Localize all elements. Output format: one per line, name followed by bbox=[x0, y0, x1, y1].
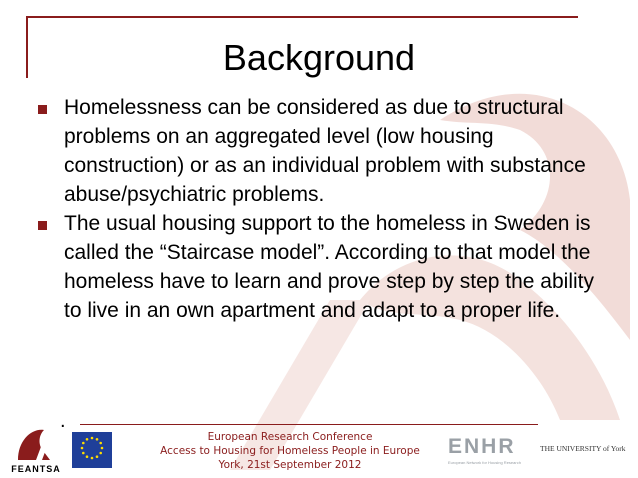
feantsa-label: FEANTSA bbox=[11, 464, 61, 474]
trailing-mark: . bbox=[60, 410, 66, 432]
eu-flag-icon bbox=[72, 432, 112, 468]
footer-divider bbox=[80, 424, 538, 425]
enhr-label: ENHR bbox=[448, 435, 516, 458]
conference-subtitle: Access to Housing for Homeless People in Europe bbox=[160, 445, 420, 457]
feantsa-logo-icon bbox=[14, 424, 58, 462]
bullet-list bbox=[34, 93, 614, 325]
bullet-item bbox=[34, 209, 614, 325]
bullet-square-icon bbox=[38, 105, 47, 114]
enhr-sublabel: European Network for Housing Research bbox=[448, 460, 521, 465]
conference-date: York, 21st September 2012 bbox=[218, 459, 362, 471]
conference-info bbox=[150, 430, 430, 472]
bullet-text: Homelessness can be considered as due to structural problems on an aggregated level (low housing construction) or as an individual problem with substance abuse/psychiatric problems. bbox=[64, 96, 586, 206]
slide-title: Background bbox=[222, 37, 416, 78]
bullet-item bbox=[34, 93, 614, 209]
frame-top-border bbox=[26, 16, 578, 18]
university-of-york-logo: THE UNIVERSITY of York bbox=[540, 444, 626, 453]
conference-name: European Research Conference bbox=[207, 431, 373, 443]
enhr-logo bbox=[448, 436, 528, 470]
bullet-square-icon bbox=[38, 221, 47, 230]
bullet-text: The usual housing support to the homeless in Sweden is called the “Staircase model”. According to that model the homeless have to learn and prove step by step the ability to live in an own apartment and adapt to a proper life. bbox=[64, 212, 594, 322]
feantsa-logo bbox=[8, 424, 64, 478]
